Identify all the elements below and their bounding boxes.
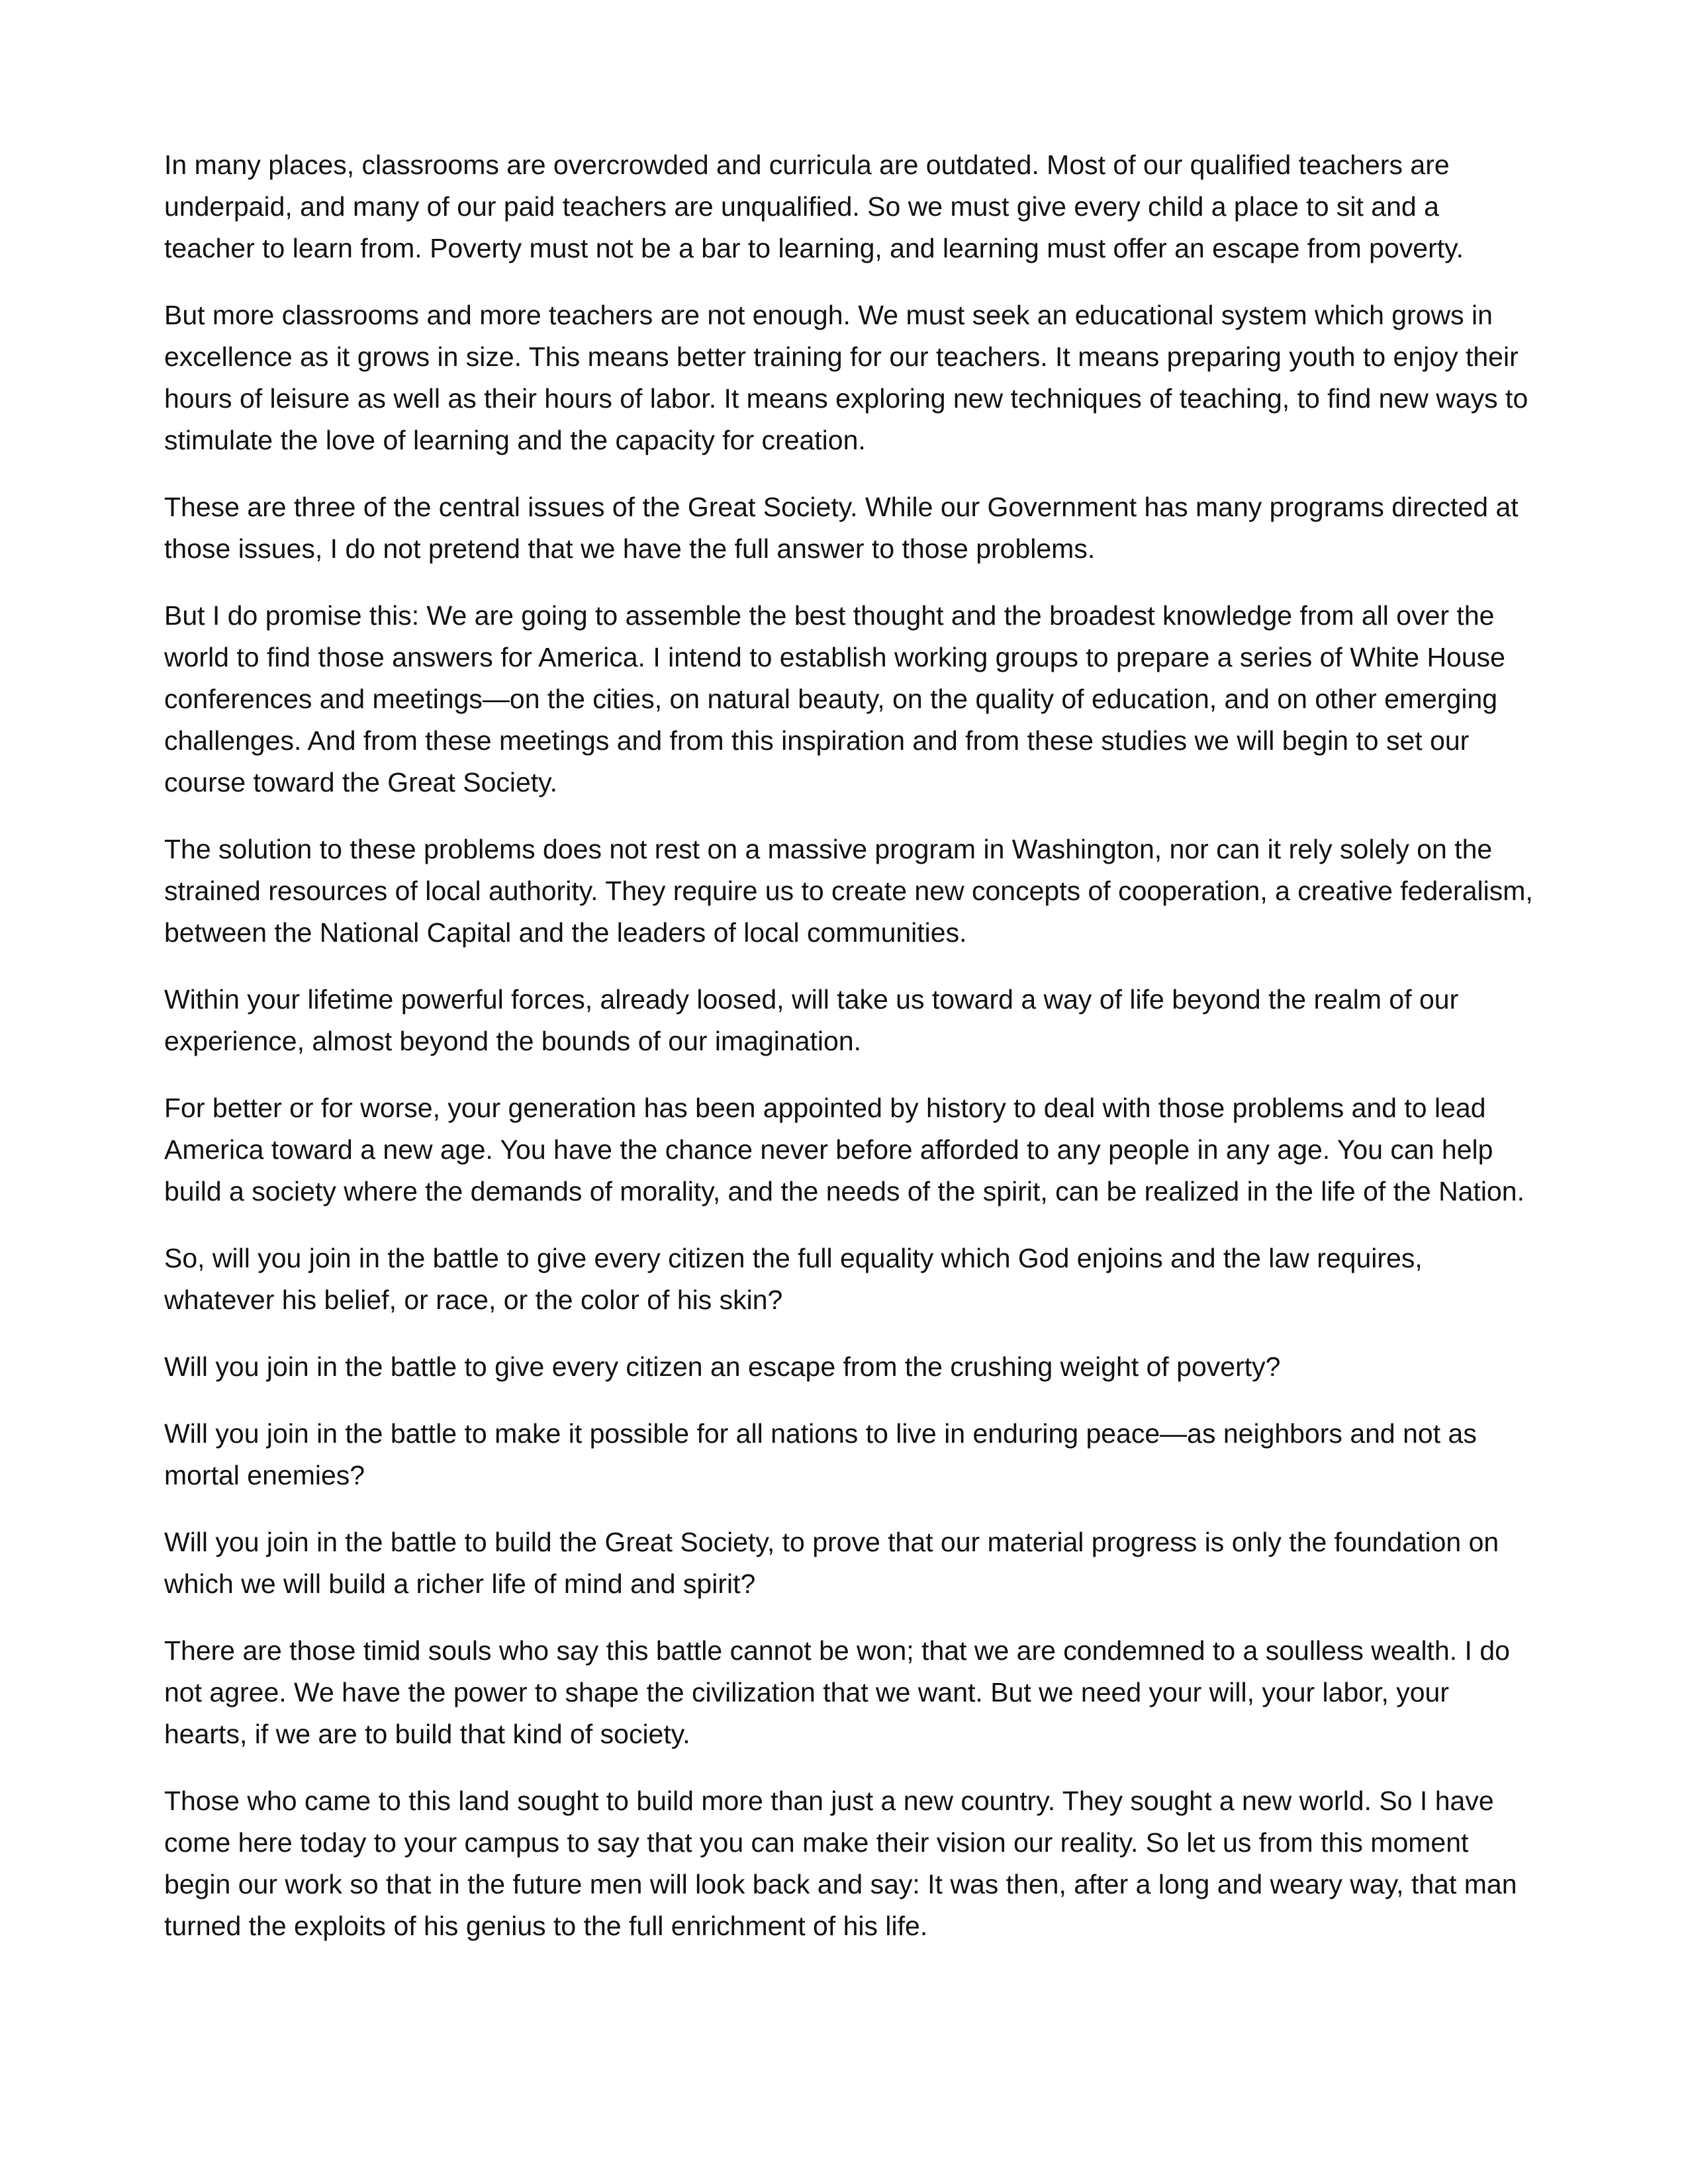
- document-body: [164, 144, 1534, 1972]
- paragraph: Will you join in the battle to make it possible for all nations to live in enduring peace—as neighbors and not as mortal enemies?: [164, 1418, 1477, 1490]
- paragraph: Will you join in the battle to give every citizen an escape from the crushing weight of poverty?: [164, 1351, 1281, 1382]
- paragraph: Within your lifetime powerful forces, already loosed, will take us toward a way of life beyond the realm of our experience, almost beyond the bounds of our imagination.: [164, 984, 1459, 1056]
- paragraph: These are three of the central issues of the Great Society. While our Government has many programs directed at those issues, I do not pretend that we have the full answer to those problems.: [164, 492, 1519, 564]
- paragraph: Will you join in the battle to build the Great Society, to prove that our material progress is only the foundation on which we will build a richer life of mind and spirit?: [164, 1527, 1499, 1599]
- paragraph: But more classrooms and more teachers are not enough. We must seek an educational system which grows in excellence as it grows in size. This means better training for our teachers. It means preparing youth to enjoy their hours of leisure as well as their hours of labor. It means exploring new techniques of teaching, to find new ways to stimulate the love of learning and the capacity for creation.: [164, 300, 1528, 455]
- paragraph: There are those timid souls who say this battle cannot be won; that we are condemned to a soulless wealth. I do not agree. We have the power to shape the civilization that we want. But we need your will, your labor, your hearts, if we are to build that kind of society.: [164, 1635, 1510, 1749]
- paragraph: For better or for worse, your generation has been appointed by history to deal with those problems and to lead America toward a new age. You have the chance never before afforded to any people in any age. You can help build a society where the demands of morality, and the needs of the spirit, can be realized in the life of the Nation.: [164, 1093, 1524, 1206]
- paragraph: In many places, classrooms are overcrowded and curricula are outdated. Most of our qualified teachers are underpaid, and many of our paid teachers are unqualified. So we must give every child a place to sit and a teacher to learn from. Poverty must not be a bar to learning, and learning must offer an escape from poverty.: [164, 150, 1464, 263]
- paragraph: Those who came to this land sought to build more than just a new country. They sought a new world. So I have come here today to your campus to say that you can make their vision our reality. So let us from this moment begin our work so that in the future men will look back and say: It was then, after a long and weary way, that man turned the exploits of his genius to the full enrichment of his life.: [164, 1786, 1517, 1941]
- paragraph: But I do promise this: We are going to assemble the best thought and the broadest knowledge from all over the world to find those answers for America. I intend to establish working groups to prepare a series of White House conferences and meetings—on the cities, on natural beauty, on the quality of education, and on other emerging challenges. And from these meetings and from this inspiration and from these studies we will begin to set our course toward the Great Society.: [164, 600, 1505, 797]
- paragraph: The solution to these problems does not rest on a massive program in Washington, nor can it rely solely on the strained resources of local authority. They require us to create new concepts of cooperation, a creative federalism, between the National Capital and the leaders of local communities.: [164, 834, 1533, 948]
- paragraph: So, will you join in the battle to give every citizen the full equality which God enjoins and the law requires, whatever his belief, or race, or the color of his skin?: [164, 1243, 1423, 1315]
